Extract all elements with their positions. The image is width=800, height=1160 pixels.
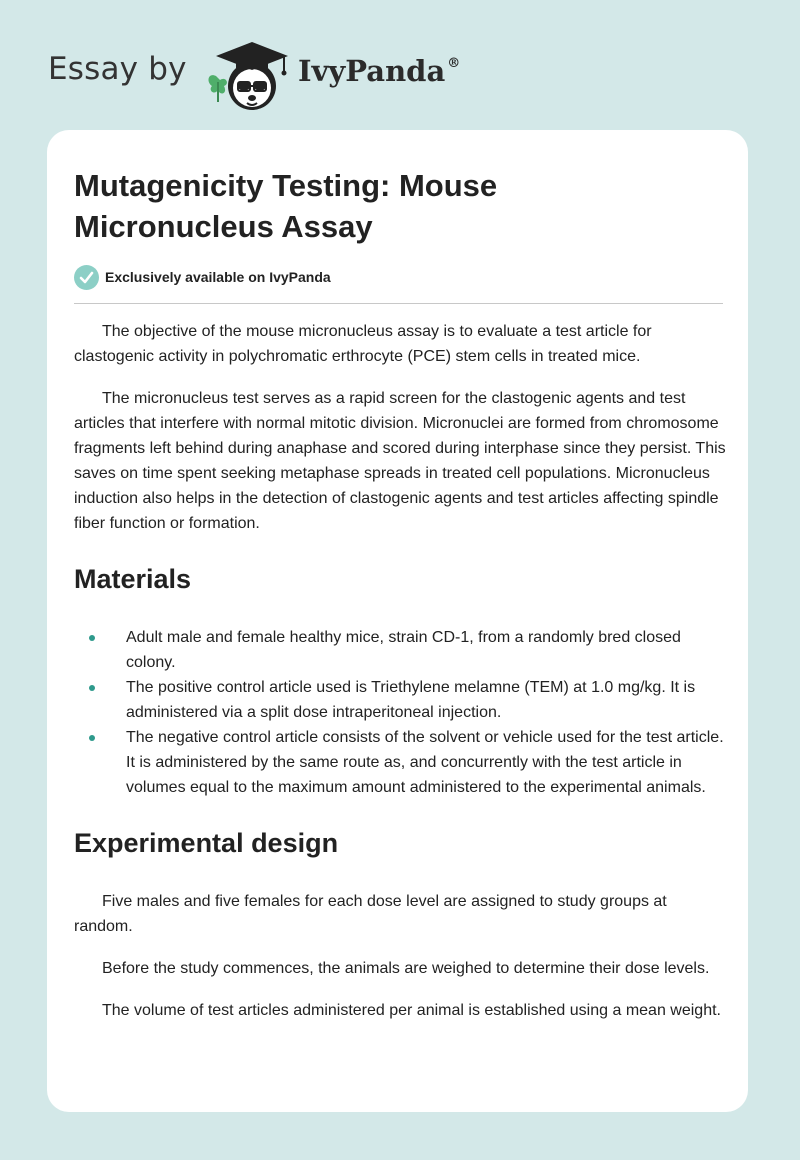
section-heading-materials: Materials xyxy=(74,564,192,594)
section-heading-experimental-design: Experimental design xyxy=(74,828,339,858)
paragraph: The objective of the mouse micronucleus assay is to evaluate a test article for clastogenic activity in polychromatic erthrocyte (PCE) stem cells in treated mice. xyxy=(74,323,652,365)
paragraph: The volume of test articles administered per animal is established using a mean weight. xyxy=(102,1002,721,1019)
list-item-text: Adult male and female healthy mice, strain CD-1, from a randomly bred closed colony. xyxy=(126,629,681,671)
materials-list xyxy=(74,625,726,800)
list-item xyxy=(74,725,726,800)
essay-by-label: Essay by xyxy=(48,51,187,87)
site-header xyxy=(48,36,488,112)
panda-graduate-icon[interactable] xyxy=(202,36,298,112)
check-icon xyxy=(74,265,99,290)
list-item-text: The negative control article consists of the solvent or vehicle used for the test article. It is administered by the same route as, and concurrently with the test article in volumes equal to the maximum amount administered to the experimental animals. xyxy=(126,729,724,796)
essay-body xyxy=(74,319,726,1040)
paragraph: The micronucleus test serves as a rapid screen for the clastogenic agents and test articles that interfere with normal mitotic division. Micronuclei are formed from chromosome fragments left behind during anaphase and scored during interphase since they persist. This saves on time spent seeking metaphase spreads in treated cell populations. Micronucleus induction also helps in the detection of clastogenic agents and test articles affecting spindle fiber function or formation. xyxy=(74,390,726,532)
bullet-icon xyxy=(89,735,95,741)
essay-card xyxy=(47,130,748,1112)
paragraph: Five males and five females for each dose level are assigned to study groups at random. xyxy=(74,893,667,935)
bullet-icon xyxy=(89,685,95,691)
divider xyxy=(74,303,723,304)
page-title: Mutagenicity Testing: Mouse Micronucleus Assay xyxy=(74,168,498,244)
list-item-text: The positive control article used is Triethylene melamne (TEM) at 1.0 mg/kg. It is administered via a split dose intraperitoneal injection. xyxy=(126,679,696,721)
paragraph: Before the study commences, the animals are weighed to determine their dose levels. xyxy=(102,960,710,977)
bullet-icon xyxy=(89,635,95,641)
exclusive-badge xyxy=(74,264,331,290)
brand-text: IvyPanda xyxy=(298,54,446,88)
list-item xyxy=(74,675,726,725)
registered-mark: ® xyxy=(447,56,461,71)
exclusive-label: Exclusively available on IvyPanda xyxy=(105,269,331,285)
list-item xyxy=(74,625,726,675)
brand-name[interactable] xyxy=(298,54,460,88)
